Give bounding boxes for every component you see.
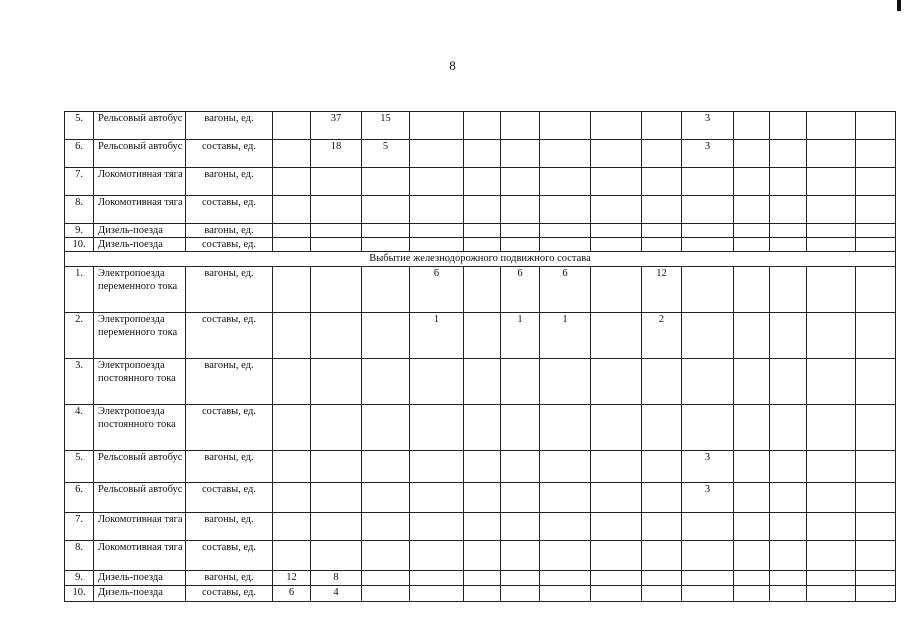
stock-type: Локомотивная тяга (94, 541, 186, 571)
table-row (65, 359, 896, 405)
value-cell (273, 483, 311, 513)
value-cell (807, 267, 856, 313)
value-cell (362, 267, 410, 313)
value-cell: 6 (273, 586, 311, 602)
value-cell (410, 238, 464, 252)
stock-type: Рельсовый автобус (94, 112, 186, 140)
value-cell (464, 224, 501, 238)
value-cell (410, 571, 464, 586)
value-cell (642, 196, 682, 224)
value-cell (807, 586, 856, 602)
value-cell: 1 (501, 313, 540, 359)
value-cell (362, 313, 410, 359)
value-cell (734, 196, 770, 224)
value-cell (642, 238, 682, 252)
row-number: 9. (65, 224, 94, 238)
value-cell (770, 168, 807, 196)
value-cell (311, 513, 362, 541)
value-cell (464, 513, 501, 541)
value-cell (540, 196, 591, 224)
value-cell (591, 541, 642, 571)
value-cell (734, 313, 770, 359)
value-cell (856, 313, 896, 359)
value-cell (856, 168, 896, 196)
value-cell (540, 451, 591, 483)
row-number: 8. (65, 541, 94, 571)
value-cell (464, 359, 501, 405)
value-cell (734, 405, 770, 451)
value-cell (410, 224, 464, 238)
value-cell (464, 196, 501, 224)
value-cell (591, 168, 642, 196)
value-cell (501, 112, 540, 140)
value-cell: 1 (410, 313, 464, 359)
stock-type: Электропоезда постоянного тока (94, 359, 186, 405)
value-cell (410, 140, 464, 168)
value-cell (856, 541, 896, 571)
value-cell (273, 359, 311, 405)
table-row (65, 238, 896, 252)
table-row (65, 571, 896, 586)
value-cell (591, 483, 642, 513)
table-row (65, 513, 896, 541)
value-cell (734, 586, 770, 602)
value-cell (311, 238, 362, 252)
value-cell (362, 571, 410, 586)
value-cell (540, 112, 591, 140)
unit-cell: составы, ед. (186, 541, 273, 571)
value-cell (682, 571, 734, 586)
value-cell (770, 586, 807, 602)
value-cell (856, 196, 896, 224)
value-cell (501, 405, 540, 451)
value-cell (362, 541, 410, 571)
unit-cell: составы, ед. (186, 313, 273, 359)
value-cell (770, 313, 807, 359)
value-cell (362, 405, 410, 451)
value-cell (410, 168, 464, 196)
unit-cell: вагоны, ед. (186, 571, 273, 586)
value-cell (501, 359, 540, 405)
unit-cell: вагоны, ед. (186, 359, 273, 405)
value-cell (770, 513, 807, 541)
value-cell (273, 224, 311, 238)
value-cell (682, 586, 734, 602)
value-cell (856, 483, 896, 513)
value-cell (362, 513, 410, 541)
value-cell (311, 359, 362, 405)
value-cell (591, 359, 642, 405)
unit-cell: вагоны, ед. (186, 168, 273, 196)
value-cell (770, 359, 807, 405)
value-cell (501, 451, 540, 483)
unit-cell: вагоны, ед. (186, 267, 273, 313)
unit-cell: составы, ед. (186, 238, 273, 252)
value-cell (464, 112, 501, 140)
unit-cell: составы, ед. (186, 483, 273, 513)
value-cell (501, 513, 540, 541)
value-cell (501, 571, 540, 586)
value-cell (464, 586, 501, 602)
value-cell (807, 483, 856, 513)
row-number: 7. (65, 513, 94, 541)
row-number: 9. (65, 571, 94, 586)
value-cell (273, 541, 311, 571)
value-cell (273, 313, 311, 359)
stock-type: Локомотивная тяга (94, 513, 186, 541)
value-cell: 3 (682, 140, 734, 168)
value-cell (642, 405, 682, 451)
value-cell (591, 112, 642, 140)
value-cell (540, 405, 591, 451)
value-cell (770, 405, 807, 451)
row-number: 10. (65, 586, 94, 602)
value-cell (734, 238, 770, 252)
value-cell (273, 405, 311, 451)
value-cell: 5 (362, 140, 410, 168)
value-cell (734, 483, 770, 513)
page-number: 8 (449, 58, 456, 73)
value-cell (856, 224, 896, 238)
row-number: 8. (65, 196, 94, 224)
value-cell (501, 238, 540, 252)
value-cell (311, 541, 362, 571)
stock-type: Дизель-поезда (94, 586, 186, 602)
stock-type: Дизель-поезда (94, 571, 186, 586)
value-cell (464, 267, 501, 313)
value-cell (807, 112, 856, 140)
value-cell (770, 451, 807, 483)
value-cell (591, 513, 642, 541)
value-cell (591, 451, 642, 483)
value-cell (682, 313, 734, 359)
value-cell (501, 140, 540, 168)
value-cell (591, 140, 642, 168)
value-cell (410, 483, 464, 513)
value-cell (410, 112, 464, 140)
value-cell (410, 513, 464, 541)
value-cell (362, 238, 410, 252)
value-cell (734, 267, 770, 313)
unit-cell: составы, ед. (186, 586, 273, 602)
value-cell (591, 267, 642, 313)
rows-withdrawal-section (65, 267, 896, 602)
table-row (65, 586, 896, 602)
value-cell (856, 140, 896, 168)
value-cell (410, 359, 464, 405)
value-cell (682, 238, 734, 252)
value-cell (682, 513, 734, 541)
value-cell (311, 267, 362, 313)
value-cell (807, 238, 856, 252)
value-cell (540, 541, 591, 571)
value-cell (642, 513, 682, 541)
value-cell (807, 541, 856, 571)
value-cell (362, 586, 410, 602)
row-number: 2. (65, 313, 94, 359)
value-cell (856, 586, 896, 602)
value-cell (807, 451, 856, 483)
value-cell (682, 541, 734, 571)
table-row (65, 112, 896, 140)
value-cell (734, 451, 770, 483)
unit-cell: составы, ед. (186, 140, 273, 168)
value-cell (642, 168, 682, 196)
value-cell (591, 313, 642, 359)
value-cell (642, 571, 682, 586)
value-cell (501, 483, 540, 513)
value-cell (540, 586, 591, 602)
row-number: 5. (65, 451, 94, 483)
value-cell (807, 571, 856, 586)
value-cell (464, 571, 501, 586)
value-cell (311, 168, 362, 196)
row-number: 7. (65, 168, 94, 196)
value-cell (682, 168, 734, 196)
unit-cell: вагоны, ед. (186, 224, 273, 238)
value-cell: 2 (642, 313, 682, 359)
value-cell (540, 168, 591, 196)
unit-cell: вагоны, ед. (186, 451, 273, 483)
unit-cell: вагоны, ед. (186, 112, 273, 140)
value-cell (540, 140, 591, 168)
value-cell: 6 (540, 267, 591, 313)
row-number: 4. (65, 405, 94, 451)
value-cell (410, 586, 464, 602)
value-cell (311, 405, 362, 451)
value-cell (856, 267, 896, 313)
value-cell (362, 196, 410, 224)
value-cell (856, 571, 896, 586)
value-cell (770, 483, 807, 513)
value-cell (464, 483, 501, 513)
value-cell (770, 571, 807, 586)
value-cell: 8 (311, 571, 362, 586)
table-row (65, 451, 896, 483)
value-cell (642, 224, 682, 238)
table-row (65, 140, 896, 168)
table-row (65, 224, 896, 238)
section-header (65, 252, 896, 267)
rolling-stock-table (64, 111, 896, 602)
value-cell (734, 112, 770, 140)
value-cell (410, 405, 464, 451)
value-cell (311, 224, 362, 238)
row-number: 6. (65, 483, 94, 513)
value-cell (591, 238, 642, 252)
value-cell (734, 224, 770, 238)
value-cell (770, 140, 807, 168)
value-cell: 4 (311, 586, 362, 602)
table-row (65, 168, 896, 196)
value-cell (682, 224, 734, 238)
value-cell (682, 267, 734, 313)
stock-type: Рельсовый автобус (94, 483, 186, 513)
value-cell (770, 112, 807, 140)
value-cell: 37 (311, 112, 362, 140)
value-cell (362, 168, 410, 196)
value-cell (734, 359, 770, 405)
value-cell (273, 196, 311, 224)
value-cell (273, 168, 311, 196)
value-cell (273, 112, 311, 140)
value-cell (273, 140, 311, 168)
value-cell (807, 313, 856, 359)
value-cell (642, 359, 682, 405)
value-cell (273, 451, 311, 483)
value-cell (362, 359, 410, 405)
value-cell (362, 483, 410, 513)
value-cell (540, 483, 591, 513)
value-cell (464, 541, 501, 571)
unit-cell: составы, ед. (186, 405, 273, 451)
value-cell (734, 571, 770, 586)
value-cell (540, 238, 591, 252)
table-row (65, 483, 896, 513)
value-cell (856, 405, 896, 451)
value-cell (311, 196, 362, 224)
value-cell (856, 238, 896, 252)
value-cell: 6 (410, 267, 464, 313)
value-cell: 12 (642, 267, 682, 313)
row-number: 1. (65, 267, 94, 313)
value-cell (410, 451, 464, 483)
value-cell: 18 (311, 140, 362, 168)
value-cell (273, 513, 311, 541)
unit-cell: вагоны, ед. (186, 513, 273, 541)
value-cell (734, 513, 770, 541)
value-cell (501, 196, 540, 224)
value-cell (273, 238, 311, 252)
value-cell (856, 112, 896, 140)
value-cell (501, 224, 540, 238)
value-cell (807, 196, 856, 224)
value-cell (591, 405, 642, 451)
value-cell (682, 405, 734, 451)
value-cell: 3 (682, 112, 734, 140)
value-cell (807, 359, 856, 405)
value-cell (682, 196, 734, 224)
value-cell (464, 238, 501, 252)
table-row (65, 541, 896, 571)
value-cell (770, 224, 807, 238)
value-cell (501, 168, 540, 196)
value-cell (540, 513, 591, 541)
stock-type: Электропоезда постоянного тока (94, 405, 186, 451)
value-cell (642, 112, 682, 140)
value-cell (642, 586, 682, 602)
value-cell (540, 571, 591, 586)
stock-type: Локомотивная тяга (94, 168, 186, 196)
stock-type: Рельсовый автобус (94, 140, 186, 168)
value-cell (770, 196, 807, 224)
value-cell (734, 140, 770, 168)
value-cell (464, 168, 501, 196)
value-cell (770, 238, 807, 252)
value-cell (311, 313, 362, 359)
value-cell (807, 405, 856, 451)
stock-type: Дизель-поезда (94, 238, 186, 252)
stock-type: Рельсовый автобус (94, 451, 186, 483)
value-cell: 3 (682, 451, 734, 483)
margin-mark (897, 0, 901, 11)
value-cell (642, 140, 682, 168)
value-cell (770, 267, 807, 313)
value-cell (642, 541, 682, 571)
value-cell (362, 451, 410, 483)
value-cell (464, 313, 501, 359)
value-cell (311, 451, 362, 483)
value-cell (362, 224, 410, 238)
stock-type: Электропоезда переменного тока (94, 313, 186, 359)
row-number: 6. (65, 140, 94, 168)
value-cell (642, 483, 682, 513)
row-number: 5. (65, 112, 94, 140)
stock-type: Локомотивная тяга (94, 196, 186, 224)
value-cell: 12 (273, 571, 311, 586)
value-cell (410, 196, 464, 224)
section-title-row (65, 252, 896, 267)
stock-type: Электропоезда переменного тока (94, 267, 186, 313)
value-cell (273, 267, 311, 313)
table-row (65, 405, 896, 451)
value-cell (540, 359, 591, 405)
value-cell: 6 (501, 267, 540, 313)
value-cell (642, 451, 682, 483)
value-cell (540, 224, 591, 238)
value-cell (591, 571, 642, 586)
table-row (65, 313, 896, 359)
section-title: Выбытие железнодорожного подвижного состава (65, 252, 896, 267)
value-cell (464, 405, 501, 451)
value-cell (770, 541, 807, 571)
value-cell (591, 586, 642, 602)
value-cell (856, 513, 896, 541)
value-cell (807, 140, 856, 168)
value-cell (856, 451, 896, 483)
value-cell (410, 541, 464, 571)
value-cell (501, 586, 540, 602)
value-cell (464, 140, 501, 168)
value-cell (807, 168, 856, 196)
unit-cell: составы, ед. (186, 196, 273, 224)
value-cell (734, 541, 770, 571)
value-cell (734, 168, 770, 196)
value-cell (856, 359, 896, 405)
value-cell (464, 451, 501, 483)
stock-type: Дизель-поезда (94, 224, 186, 238)
value-cell (311, 483, 362, 513)
value-cell: 3 (682, 483, 734, 513)
rows-before-section (65, 112, 896, 252)
row-number: 3. (65, 359, 94, 405)
value-cell (501, 541, 540, 571)
value-cell (591, 224, 642, 238)
value-cell (807, 513, 856, 541)
table-row (65, 196, 896, 224)
value-cell (682, 359, 734, 405)
value-cell (591, 196, 642, 224)
value-cell: 15 (362, 112, 410, 140)
value-cell: 1 (540, 313, 591, 359)
row-number: 10. (65, 238, 94, 252)
value-cell (807, 224, 856, 238)
table-row (65, 267, 896, 313)
